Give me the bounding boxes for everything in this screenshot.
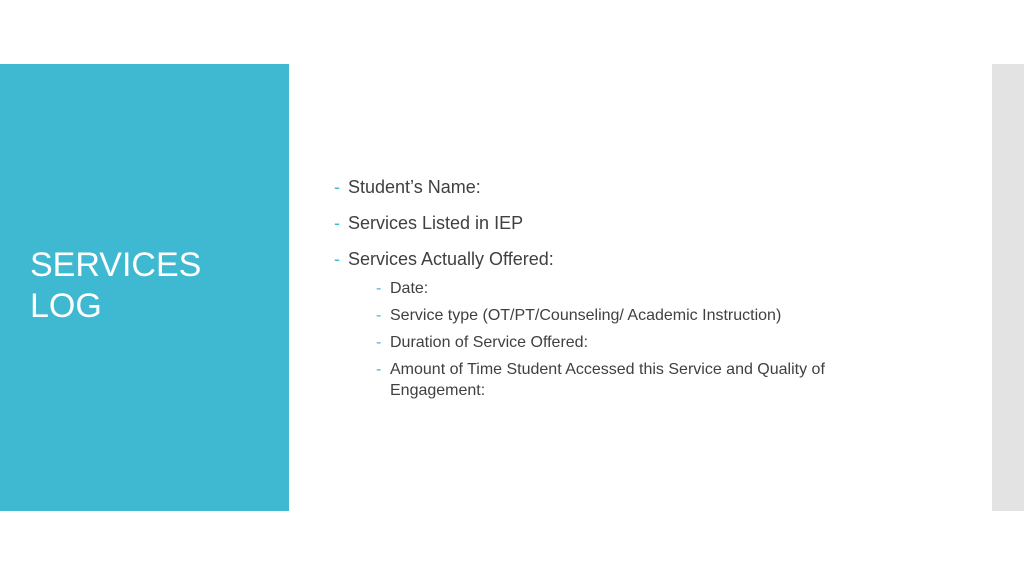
sub-bullet-item-duration bbox=[376, 332, 894, 353]
bullet-text: Services Actually Offered: bbox=[348, 249, 554, 269]
bullet-item-services-listed bbox=[334, 210, 894, 236]
sub-bullet-text: Amount of Time Student Accessed this Service and Quality of Engagement: bbox=[390, 361, 825, 399]
slide-title bbox=[30, 245, 270, 327]
sub-bullet-list bbox=[348, 278, 894, 401]
bullet-dash: - bbox=[334, 177, 340, 197]
bullet-dash: - bbox=[334, 249, 340, 269]
sub-bullet-text: Date: bbox=[390, 280, 429, 297]
sub-bullet-dash: - bbox=[376, 361, 382, 378]
bullet-content bbox=[334, 174, 894, 401]
bullet-dash: - bbox=[334, 213, 340, 233]
bullet-list bbox=[334, 174, 894, 401]
sub-bullet-dash: - bbox=[376, 334, 382, 351]
sub-bullet-text: Service type (OT/PT/Counseling/ Academic Instruction) bbox=[390, 307, 782, 324]
sub-bullet-text: Duration of Service Offered: bbox=[390, 334, 589, 351]
bullet-item-services-offered bbox=[334, 246, 894, 401]
sub-bullet-item-amount-of-time bbox=[376, 359, 894, 401]
sub-bullet-dash: - bbox=[376, 280, 382, 297]
sub-bullet-dash: - bbox=[376, 307, 382, 324]
bullet-text: Services Listed in IEP bbox=[348, 213, 524, 233]
slide-title-line-1: SERVICES bbox=[30, 246, 202, 284]
sub-bullet-item-date bbox=[376, 278, 894, 299]
sub-bullet-item-service-type bbox=[376, 305, 894, 326]
bullet-item-students-name bbox=[334, 174, 894, 200]
bullet-text: Student’s Name: bbox=[348, 177, 481, 197]
right-side-band bbox=[992, 64, 1024, 511]
slide-title-line-2: LOG bbox=[30, 287, 102, 325]
